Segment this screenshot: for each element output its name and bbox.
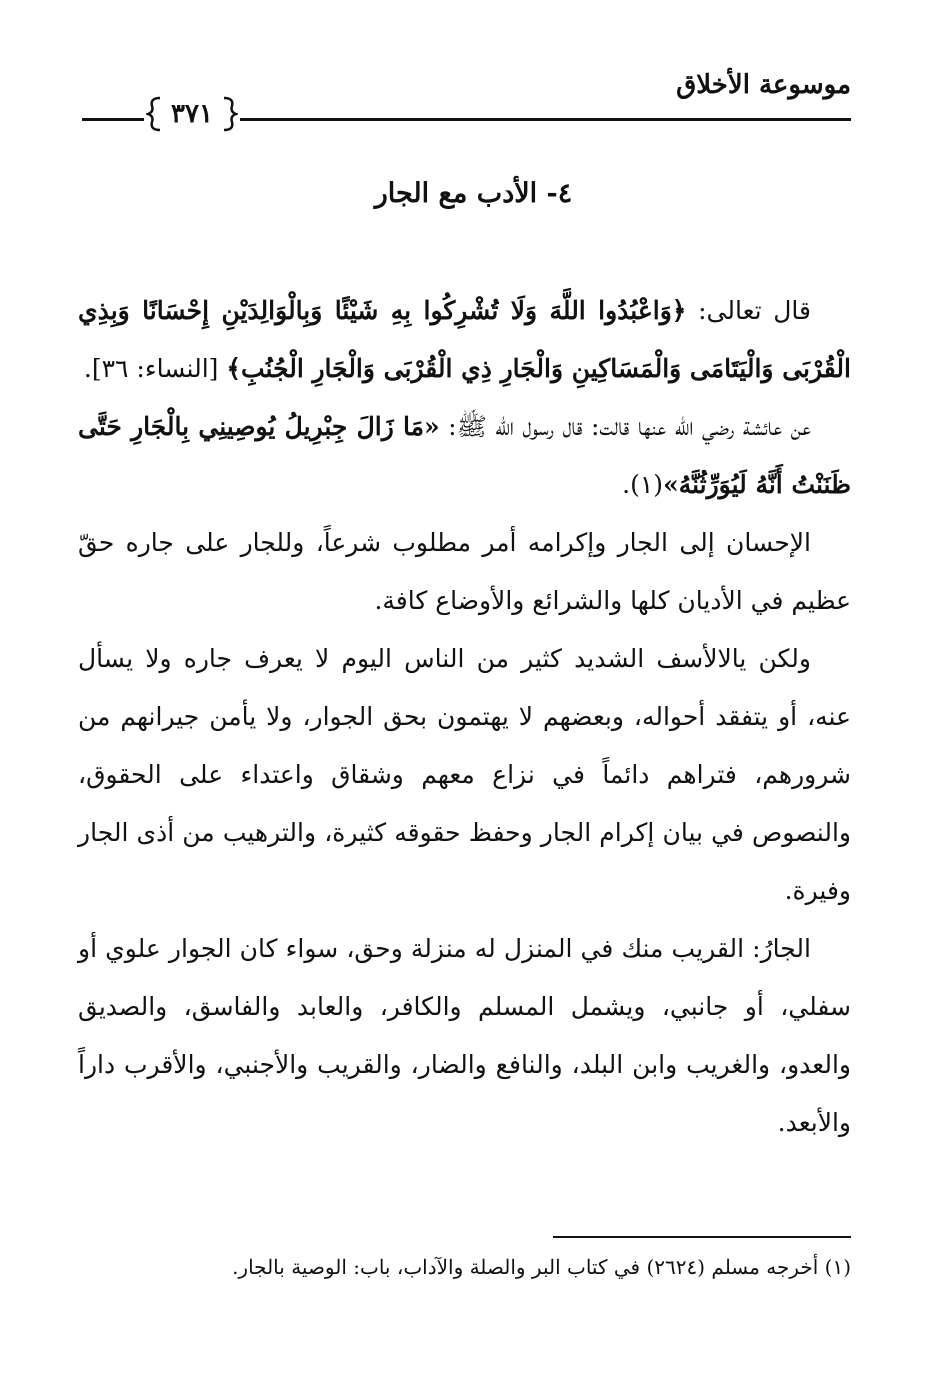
footnote-marker: (١). xyxy=(622,470,664,499)
page-number: ٣٧١ xyxy=(171,99,213,129)
paragraph-hadith xyxy=(78,398,851,514)
footnote-rule xyxy=(553,1236,851,1238)
verse-intro: قال تعالى: xyxy=(686,296,811,325)
verse-reference: [النساء: ٣٦]. xyxy=(83,354,227,383)
hadith-text: «مَا زَالَ جِبْرِيلُ يُوصِينِي بِالْجَارِ حَتَّى ظَنَنْتُ أَنَّهُ لَيُوَرِّثُنَّهُ» xyxy=(78,412,851,499)
paragraph-kindness: الإحسان إلى الجار وإكرامه أمر مطلوب شرعاً، وللجار على جاره حقّ عظيم في الأديان كلها والشرائع والأوضاع كافة. xyxy=(78,528,851,615)
paragraph-definition: الجارُ: القريب منك في المنزل له منزلة وحق، سواء كان الجوار علوي أو سفلي، أو جانبي، ويشمل المسلم والكافر، والعابد والفاسق، والصديق والعدو، والغريب وابن البلد، والنافع والضار، والقريب والأجنبي، والأقرب داراً والأبعد. xyxy=(78,934,851,1137)
footnote: (١) أخرجه مسلم (٢٦٢٤) في كتاب البر والصلة والآداب، باب: الوصية بالجار. xyxy=(232,1255,851,1279)
book-title: موسوعة الأخلاق xyxy=(676,70,851,100)
header-rule-left xyxy=(82,118,144,121)
paragraph-verse xyxy=(78,282,851,398)
hadith-intro: عن عائشة رضي الله عنها قالت: قال رسول الله ﷺ: xyxy=(439,412,811,441)
section-title: ٤- الأدب مع الجار xyxy=(374,178,573,209)
header-rule-right xyxy=(240,118,851,121)
page-number-frame xyxy=(146,92,238,136)
body-text xyxy=(78,282,851,1152)
quran-verse: ﴿وَاعْبُدُوا اللَّهَ وَلَا تُشْرِكُوا بِهِ شَيْئًا وَبِالْوَالِدَيْنِ إِحْسَانًا وَبِذِي الْقُرْبَى وَالْيَتَامَى وَالْمَسَاكِينِ وَالْجَارِ ذِي الْقُرْبَى وَالْجَارِ الْجُنُبِ﴾ xyxy=(78,296,851,383)
paragraph-regret: ولكن يالالأسف الشديد كثير من الناس اليوم لا يعرف جاره ولا يسأل عنه، أو يتفقد أحواله، وبعضهم لا يهتمون بحق الجوار، ولا يأمن جيرانهم من شرورهم، فتراهم دائماً في نزاع معهم وشقاق واعتداء على الحقوق، والنصوص في بيان إكرام الجار وحفظ حقوقه كثيرة، والترهيب من أذى الجار وفيرة. xyxy=(78,644,851,905)
